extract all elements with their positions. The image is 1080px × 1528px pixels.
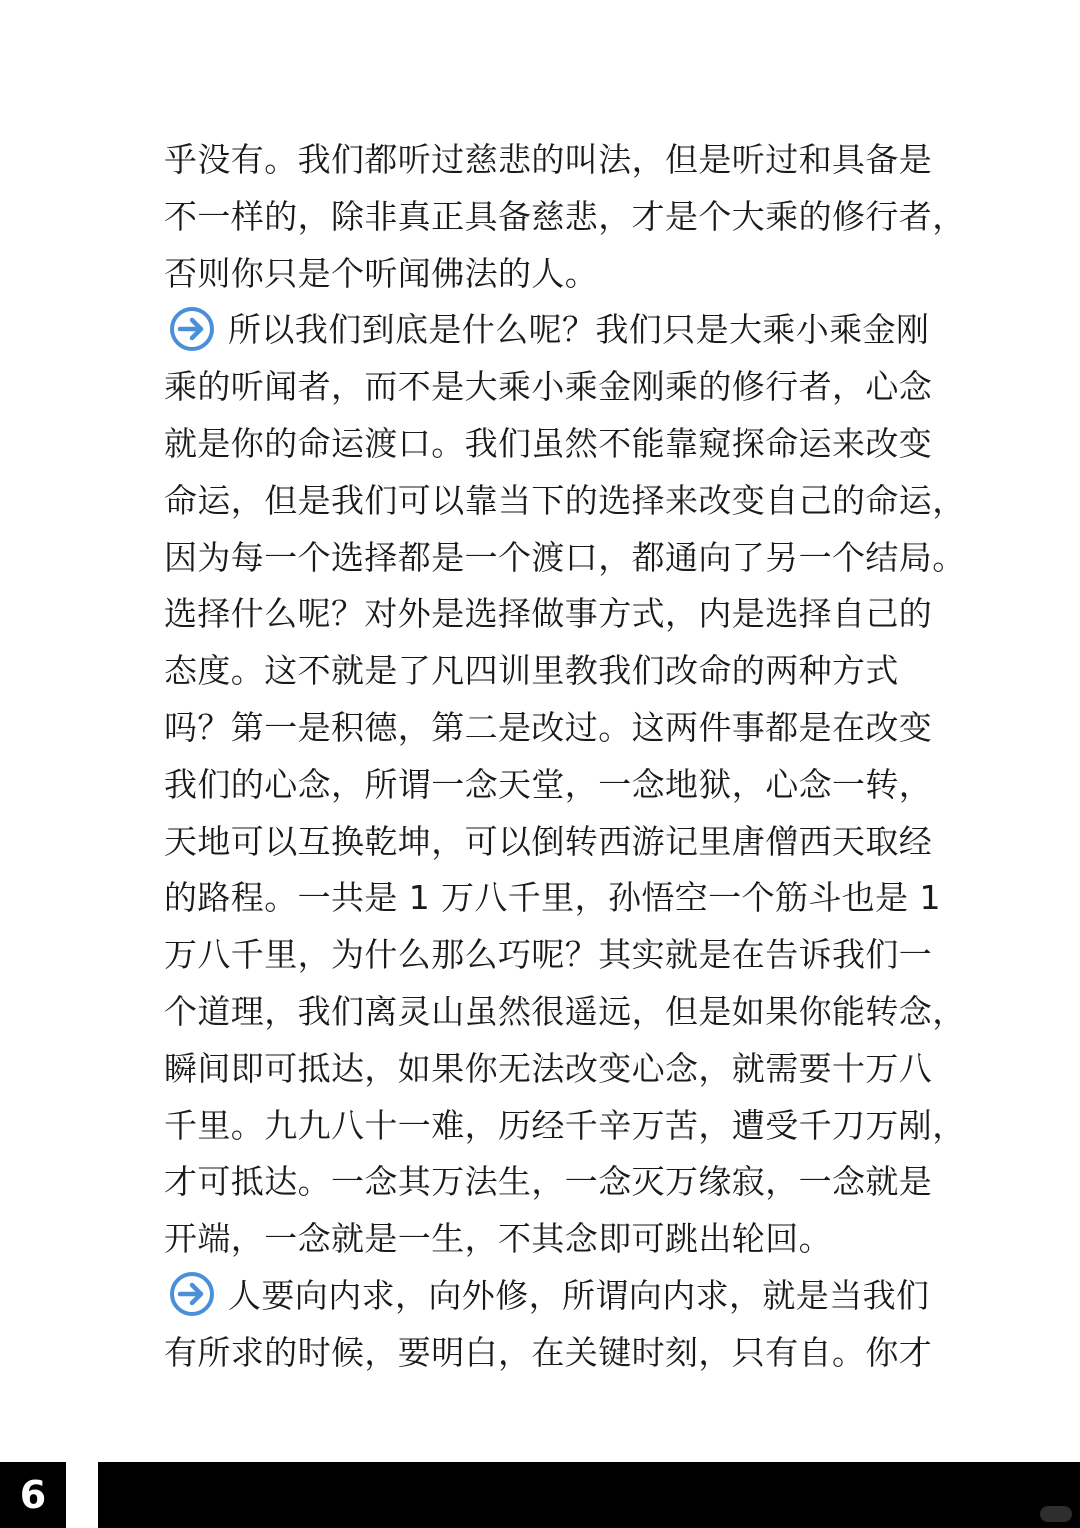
- text-line: 我们的心念，所谓一念天堂，一念地狱，心念一转，: [164, 764, 933, 804]
- text-line: 有所求的时候，要明白，在关键时刻，只有自。你才: [164, 1332, 933, 1372]
- page-number: 6: [0, 1462, 66, 1528]
- text-line: 个道理，我们离灵山虽然很遥远，但是如果你能转念，: [164, 991, 966, 1031]
- text-line: 乎没有。我们都听过慈悲的叫法，但是听过和具备是: [164, 140, 933, 179]
- arrow-right-circle-icon: [168, 305, 216, 353]
- text-line: 就是你的命运渡口。我们虽然不能靠窥探命运来改变: [164, 423, 933, 463]
- text-line: 态度。这不就是了凡四训里教我们改命的两种方式: [164, 651, 899, 691]
- text-line: 因为每一个选择都是一个渡口，都通向了另一个结局。: [164, 537, 966, 577]
- text-line: 不一样的，除非真正具备慈悲，才是个大乘的修行者，: [164, 196, 966, 236]
- text-line: 吗？第一是积德，第二是改过。这两件事都是在改变: [164, 707, 933, 747]
- text-line: 命运，但是我们可以靠当下的选择来改变自己的命运，: [164, 480, 966, 520]
- text-line: 千里。九九八十一难，历经千辛万苦，遭受千刀万剐，: [164, 1105, 966, 1145]
- document-body: [164, 132, 966, 1382]
- footer-bar: [98, 1462, 1080, 1528]
- text-line: 的路程。一共是 1 万八千里，孙悟空一个筋斗也是 1: [164, 878, 941, 918]
- text-line: 天地可以互换乾坤，可以倒转西游记里唐僧西天取经: [164, 821, 933, 861]
- arrow-right-circle-icon: [168, 1270, 216, 1318]
- text-line: 选择什么呢？对外是选择做事方式，内是选择自己的: [164, 594, 933, 634]
- page-footer: [0, 1462, 1080, 1528]
- text-line: 否则你只是个听闻佛法的人。: [164, 253, 599, 293]
- text-line: 瞬间即可抵达，如果你无法改变心念，就需要十万八: [164, 1048, 933, 1088]
- text-line: 才可抵达。一念其万法生，一念灭万缘寂，一念就是: [164, 1162, 933, 1202]
- text-line: 开端，一念就是一生，不其念即可跳出轮回。: [164, 1219, 832, 1259]
- text-line: 所以我们到底是什么呢？我们只是大乘小乘金刚: [228, 310, 930, 350]
- text-line: 人要向内求，向外修，所谓向内求，就是当我们: [228, 1275, 930, 1315]
- text-line: 万八千里，为什么那么巧呢？其实就是在告诉我们一: [164, 935, 933, 975]
- watermark-icon: [1040, 1506, 1072, 1522]
- paragraph-start-line: [164, 1268, 930, 1325]
- paragraph-start-line: [164, 302, 930, 359]
- text-line: 乘的听闻者，而不是大乘小乘金刚乘的修行者，心念: [164, 367, 933, 407]
